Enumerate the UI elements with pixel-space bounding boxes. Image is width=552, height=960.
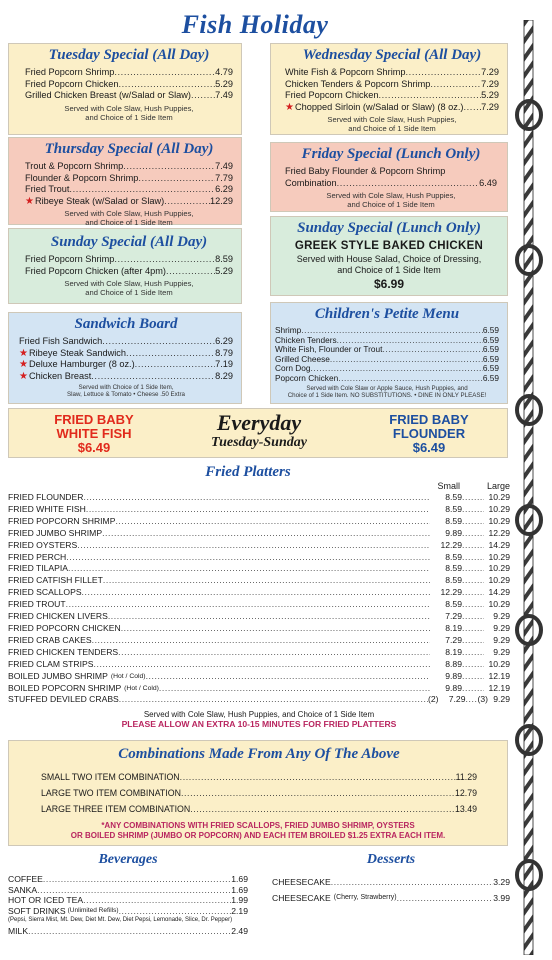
tuesday-special-box [8, 43, 242, 135]
menu-item: Fried Fish Sandwich ..... 6.29 [19, 336, 233, 348]
thursday-special-box [8, 137, 242, 225]
table-row: FRIED CHICKEN TENDERS ..... 8.19 ..... 9.29 [8, 647, 510, 659]
everyday-banner [8, 408, 508, 458]
combinations-heading: Combinations Made From Any Of The Above [118, 746, 400, 762]
thursday-heading: Thursday Special (All Day) [44, 141, 214, 157]
platters-served-note: Served with Cole Slaw, Hush Puppies, and Choice of 1 Side Item [143, 710, 375, 720]
sunday-lunch-price: $6.99 [373, 277, 405, 291]
menu-item: Fried Popcorn Chicken ..... 5.29 [285, 90, 499, 102]
menu-item: Shrimp ..... 6.59 [275, 326, 499, 336]
tuesday-heading: Tuesday Special (All Day) [48, 47, 210, 63]
served-note: Served with Choice of 1 Side Item, Slaw, Lettuce & Tomato • Cheese .50 Extra [67, 384, 185, 398]
sunday-lunch-heading: Sunday Special (Lunch Only) [297, 220, 481, 236]
table-row: FRIED POPCORN SHRIMP ..... 8.59 ..... 10.29 [8, 516, 510, 528]
star-icon: ★ [19, 370, 28, 382]
everyday-days: Tuesday-Sunday [211, 435, 307, 450]
menu-item: White Fish & Popcorn Shrimp ..... 7.29 [285, 67, 499, 79]
menu-item: White Fish, Flounder or Trout ..... 6.59 [275, 345, 499, 355]
star-icon: ★ [19, 347, 28, 359]
rope-decoration [512, 20, 546, 955]
sunday-lunch-dish: GREEK STYLE BAKED CHICKEN [294, 240, 484, 252]
childrens-menu-box [270, 302, 508, 404]
table-row: FRIED CRAB CAKES ..... 7.29 ..... 9.29 [8, 635, 510, 647]
menu-item: Fried Trout ..... 6.29 [25, 184, 233, 196]
table-row: FRIED CATFISH FILLET ..... 8.59 ..... 10.29 [8, 575, 510, 587]
table-row: FRIED CHICKEN LIVERS ..... 7.29 ..... 9.29 [8, 611, 510, 623]
sunday-lunch-box [270, 216, 508, 296]
menu-item: Fried Popcorn Chicken ..... 5.29 [25, 79, 233, 91]
table-row: FRIED SCALLOPS ..... 12.29 ..... 14.29 [8, 587, 510, 599]
sunday-lunch-note: Served with House Salad, Choice of Dressing, [296, 254, 482, 264]
baby-white-fish-price: $6.49 [77, 440, 111, 455]
table-row: FRIED JUMBO SHRIMP ..... 9.89 ..... 12.29 [8, 528, 510, 540]
menu-item: Combination ..... 6.49 [285, 178, 497, 190]
page-title: Fish Holiday [181, 10, 329, 39]
star-icon: ★ [25, 195, 34, 207]
table-row: FRIED OYSTERS ..... 12.29 ..... 14.29 [8, 540, 510, 552]
baby-flounder-price: $6.49 [412, 440, 446, 455]
served-note: Served with Cole Slaw, Hush Puppies, and Choice of 1 Side Item [64, 209, 194, 227]
platters-heading: Fried Platters [205, 464, 291, 480]
sunday-lunch-note: and Choice of 1 Side Item [337, 265, 441, 275]
desserts-heading: Desserts [366, 852, 416, 867]
platters-allow-note: PLEASE ALLOW AN EXTRA 10-15 MINUTES FOR FRIED PLATTERS [121, 719, 397, 730]
menu-item: Grilled Cheese ..... 6.59 [275, 355, 499, 365]
friday-heading: Friday Special (Lunch Only) [301, 146, 481, 162]
sunday-all-day-heading: Sunday Special (All Day) [50, 234, 208, 250]
menu-item: SOFT DRINKS (Unlimited Refills) ..... 2.19 [8, 906, 248, 917]
beverages-section [8, 852, 248, 937]
baby-white-fish-label: FRIED BABY [54, 412, 134, 427]
menu-item: ★ Ribeye Steak Sandwich ..... 8.79 [19, 348, 233, 360]
table-row: FRIED POPCORN CHICKEN ..... 8.19 ..... 9.29 [8, 623, 510, 635]
beverages-heading: Beverages [98, 852, 158, 867]
table-row: FRIED WHITE FISH ..... 8.59 ..... 10.29 [8, 504, 510, 516]
baby-flounder-label: FRIED BABY [389, 412, 469, 427]
menu-item: COFFEE ..... 1.69 [8, 874, 248, 885]
platters-column-headers [8, 481, 510, 492]
menu-item: Fried Popcorn Chicken (after 4pm) ..... 5.29 [25, 266, 233, 278]
menu-item: SANKA ..... 1.69 [8, 885, 248, 896]
star-icon: ★ [285, 101, 294, 113]
childrens-heading: Children's Petite Menu [314, 306, 460, 322]
combinations-extra-note: *ANY COMBINATIONS WITH FRIED SCALLOPS, FRIED JUMBO SHRIMP, OYSTERS OR BOILED SHRIMP (JUMBO OR POPCORN) AND EACH ITEM BROILED $1.25 EXTRA EACH ITEM. [70, 821, 446, 840]
desserts-section [272, 852, 510, 906]
menu-item: Flounder & Popcorn Shrimp ..... 7.79 [25, 173, 233, 185]
menu-item: ★ Deluxe Hamburger (8 oz.) ..... 7.19 [19, 359, 233, 371]
served-note: Served with Cole Slaw, Hush Puppies, and Choice of 1 Side Item [327, 115, 457, 133]
sunday-all-day-box [8, 228, 242, 304]
baby-white-fish-label: WHITE FISH [56, 426, 132, 441]
table-row: FRIED TILAPIA ..... 8.59 ..... 10.29 [8, 563, 510, 575]
combinations-box [8, 740, 508, 846]
menu-item: SMALL TWO ITEM COMBINATION ..... 11.29 [41, 769, 477, 785]
menu-item: ★ Ribeye Steak (w/Salad or Slaw) ..... 12.29 [25, 196, 233, 208]
menu-item: Fried Baby Flounder & Popcorn Shrimp [285, 166, 446, 176]
menu-item: Popcorn Chicken ..... 6.59 [275, 374, 499, 384]
table-row: FRIED CLAM STRIPS ..... 8.89 ..... 10.29 [8, 659, 510, 671]
sandwich-board-box [8, 312, 242, 404]
served-note: Served with Cole Slaw or Apple Sauce, Hush Puppies, and Choice of 1 Side Item. NO SUBSTITUTIONS. • DINE IN ONLY PLEASE! [287, 385, 487, 400]
menu-item: Chicken Tenders ..... 6.59 [275, 336, 499, 346]
table-row: FRIED FLOUNDER ..... 8.59 ..... 10.29 [8, 492, 510, 504]
soft-drinks-note: (Pepsi, Sierra Mist, Mt. Dew, Diet Mt. Dew, Diet Pepsi, Lemonade, Slice, Dr. Pepper) [8, 917, 233, 923]
served-note: Served with Cole Slaw, Hush Puppies, and Choice of 1 Side Item [326, 191, 456, 209]
col-large-header: Large [486, 481, 510, 491]
friday-special-box [270, 142, 508, 212]
menu-item: ★ Chopped Sirloin (w/Salad or Slaw) (8 oz.) ..... 7.29 [285, 102, 499, 114]
menu-item: Corn Dog ..... 6.59 [275, 364, 499, 374]
star-icon: ★ [19, 359, 28, 370]
everyday-label: Everyday [216, 410, 302, 435]
menu-item: Chicken Tenders & Popcorn Shrimp ..... 7.29 [285, 79, 499, 91]
menu-item: CHEESECAKE (Cherry, Strawberry) ..... 3.99 [272, 890, 510, 906]
col-small-header: Small [437, 481, 460, 491]
table-row: STUFFED DEVILED CRABS ..... (2) 7.29 ..... (3) 9.29 [8, 694, 510, 706]
served-note: Served with Cole Slaw, Hush Puppies, and Choice of 1 Side Item [64, 279, 194, 297]
menu-item: Fried Popcorn Shrimp ..... 4.79 [25, 67, 233, 79]
menu-item: HOT OR ICED TEA ..... 1.99 [8, 895, 248, 906]
menu-item: LARGE THREE ITEM COMBINATION ..... 13.49 [41, 801, 477, 817]
menu-item: Grilled Chicken Breast (w/Salad or Slaw) ..... 7.49 [25, 90, 233, 102]
menu-item: ★ Chicken Breast ..... 8.29 [19, 371, 233, 383]
fried-platters-section [8, 464, 510, 729]
menu-item: CHEESECAKE ..... 3.29 [272, 874, 510, 890]
baby-flounder-label: FLOUNDER [392, 426, 466, 441]
wednesday-heading: Wednesday Special (All Day) [302, 47, 482, 63]
table-row: FRIED TROUT ..... 8.59 ..... 10.29 [8, 599, 510, 611]
menu-item: Fried Popcorn Shrimp ..... 8.59 [25, 254, 233, 266]
served-note: Served with Cole Slaw, Hush Puppies, and Choice of 1 Side Item [64, 103, 194, 122]
table-row: BOILED JUMBO SHRIMP (Hot / Cold) ..... 9.89 ..... 12.19 [8, 671, 510, 683]
sandwich-heading: Sandwich Board [74, 316, 178, 332]
table-row: BOILED POPCORN SHRIMP (Hot / Cold) ..... 9.89 ..... 12.19 [8, 683, 510, 695]
table-row: FRIED PERCH ..... 8.59 ..... 10.29 [8, 552, 510, 564]
menu-item: LARGE TWO ITEM COMBINATION ..... 12.79 [41, 785, 477, 801]
wednesday-special-box [270, 43, 508, 135]
menu-item: Trout & Popcorn Shrimp ..... 7.49 [25, 161, 233, 173]
menu-item: MILK ..... 2.49 [8, 925, 248, 937]
